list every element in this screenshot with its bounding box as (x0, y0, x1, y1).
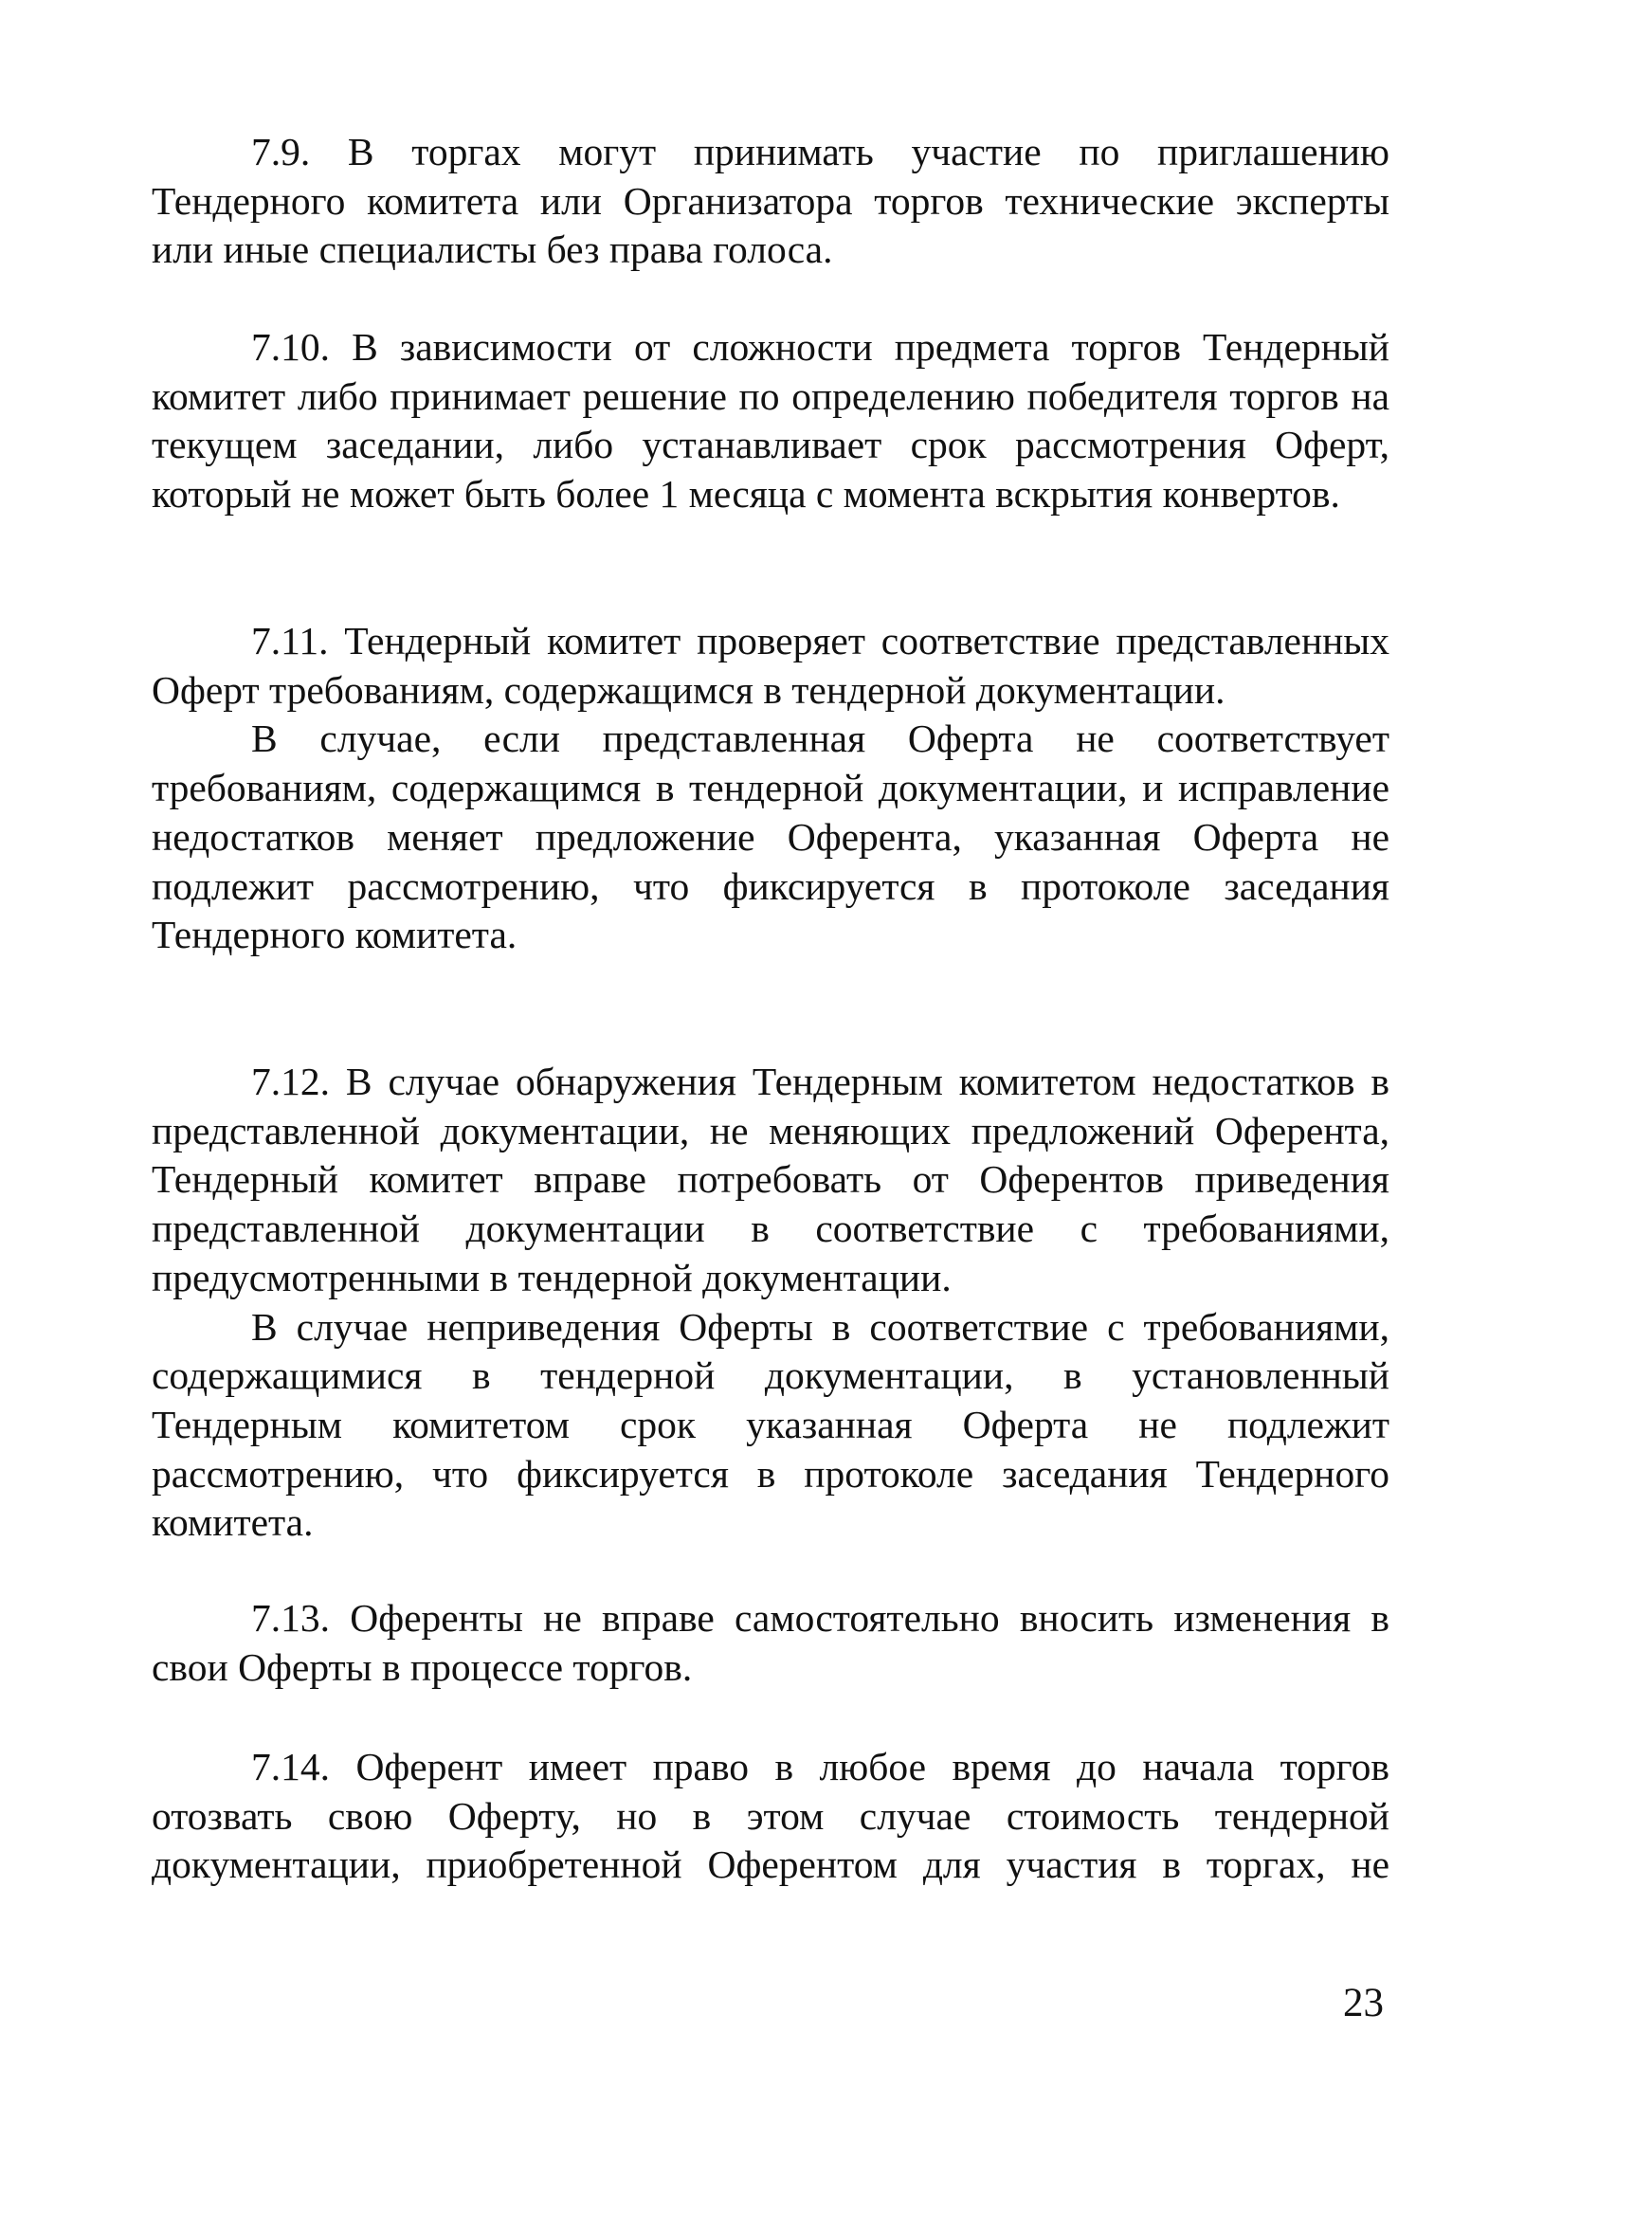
clause-7-9 (152, 128, 1389, 275)
page-number: 23 (1343, 1981, 1384, 2025)
clause-paragraph: 7.13. Оференты не вправе самостоятельно вносить изменения в свои Оферты в процессе торгов. (152, 1596, 1389, 1689)
clause-paragraph: 7.12. В случае обнаружения Тендерным комитетом недостатков в представленной документации, не меняющих предложений Оферента, Тендерный комитет вправе потребовать от Оферентов приведения представленной документации в соответствие с требованиями, предусмотренными в тендерной документации. (152, 1060, 1389, 1299)
clause-paragraph: В случае неприведения Оферты в соответствие с требованиями, содержащимися в тендерной документации, в установленный Тендерным комитетом срок указанная Оферта не подлежит рассмотрению, что фиксируется в протоколе заседания Тендерного комитета. (152, 1304, 1389, 1545)
clause-7-12 (152, 1058, 1389, 1548)
clause-paragraph: В случае, если представленная Оферта не соответствует требованиям, содержащимся в тендерной документации, и исправление недостатков меняет предложение Оферента, указанная Оферта не подлежит рассмотрению, что фиксируется в протоколе заседания Тендерного комитета. (152, 717, 1389, 957)
clause-paragraph: 7.10. В зависимости от сложности предмета торгов Тендерный комитет либо принимает решение по определению победителя торгов на текущем заседании, либо устанавливает срок рассмотрения Оферт, который не может быть более 1 месяца с момента вскрытия конвертов. (152, 325, 1389, 517)
clause-paragraph: 7.11. Тендерный комитет проверяет соответствие представленных Оферт требованиям, содержащимся в тендерной документации. (152, 619, 1389, 712)
clause-paragraph: 7.14. Оферент имеет право в любое время до начала торгов отозвать свою Оферту, но в этом случае стоимость тендерной документации, приобретенной Оферентом для участия в торгах, не (152, 1745, 1389, 1887)
clause-7-13 (152, 1594, 1389, 1692)
clause-7-14 (152, 1743, 1389, 1890)
clause-7-11 (152, 617, 1389, 960)
clause-7-10 (152, 323, 1389, 519)
clause-paragraph: 7.9. В торгах могут принимать участие по приглашению Тендерного комитета или Организатора торгов технические эксперты или иные специалисты без права голоса. (152, 130, 1389, 272)
